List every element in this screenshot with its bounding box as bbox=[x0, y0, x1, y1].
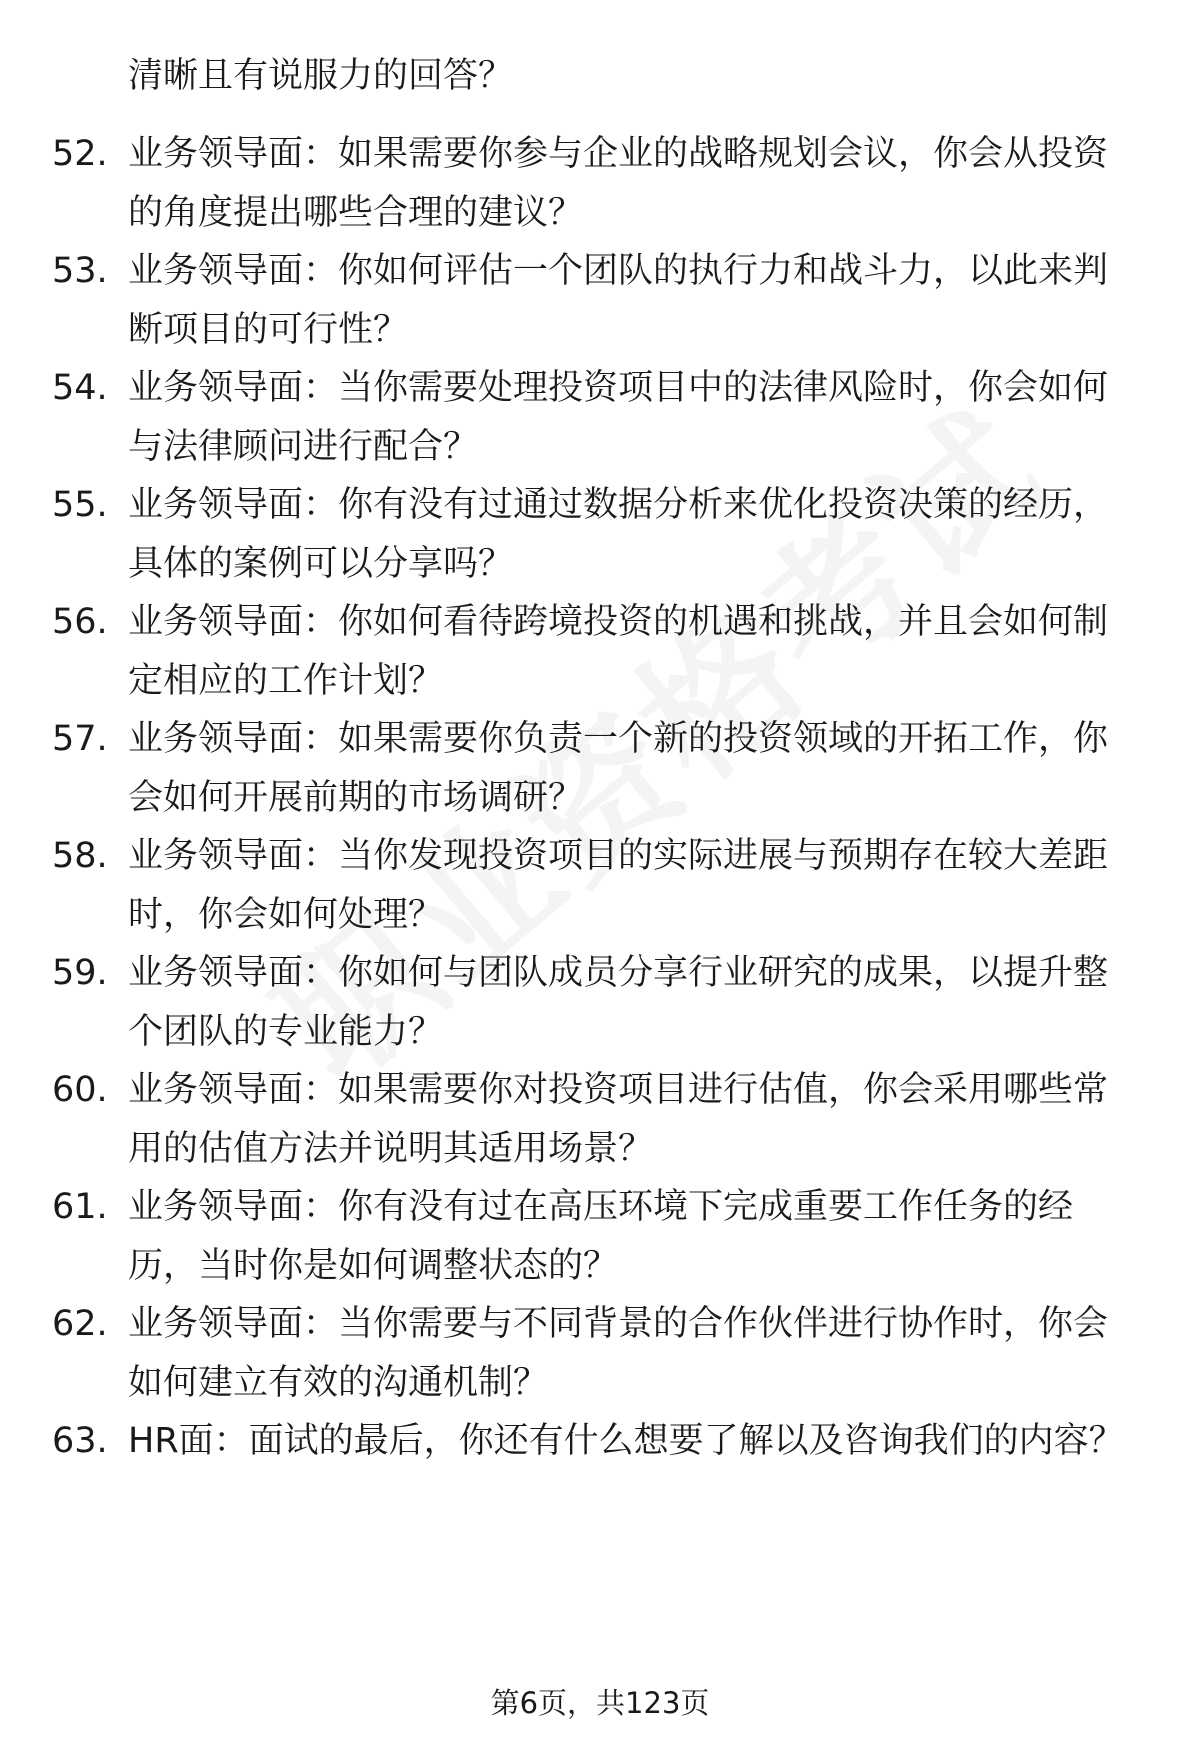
question-line: 与法律顾问进行配合？ bbox=[128, 427, 479, 467]
question-line: 业务领导面：当你发现投资项目的实际进展与预期存在较大差距 bbox=[128, 836, 1109, 876]
question-line: 断项目的可行性？ bbox=[128, 310, 409, 350]
question-text bbox=[128, 1061, 1138, 1179]
question-line: 业务领导面：你如何与团队成员分享行业研究的成果，以提升整 bbox=[128, 953, 1109, 993]
question-line: 历，当时你是如何调整状态的？ bbox=[128, 1246, 619, 1286]
question-line: 如何建立有效的沟通机制？ bbox=[128, 1363, 549, 1403]
question-text bbox=[128, 242, 1138, 360]
question-text bbox=[128, 710, 1138, 828]
question-line: 清晰且有说服力的回答？ bbox=[128, 56, 514, 96]
question-number: 57. bbox=[52, 719, 108, 759]
question-line: 用的估值方法并说明其适用场景？ bbox=[128, 1129, 654, 1169]
question-number: 53. bbox=[52, 251, 108, 291]
question-line: HR面：面试的最后，你还有什么想要了解以及咨询我们的内容？ bbox=[128, 1421, 1124, 1461]
question-text bbox=[128, 476, 1138, 594]
question-text bbox=[128, 47, 1138, 106]
question-number: 61. bbox=[52, 1187, 108, 1227]
question-line: 业务领导面：如果需要你对投资项目进行估值，你会采用哪些常 bbox=[128, 1070, 1109, 1110]
question-line: 会如何开展前期的市场调研？ bbox=[128, 778, 584, 818]
question-number: 59. bbox=[52, 953, 108, 993]
question-line: 时，你会如何处理？ bbox=[128, 895, 444, 935]
question-text bbox=[128, 125, 1138, 243]
question-number: 54. bbox=[52, 368, 108, 408]
question-text bbox=[128, 1295, 1138, 1413]
question-line: 业务领导面：你如何看待跨境投资的机遇和挑战，并且会如何制 bbox=[128, 602, 1109, 642]
question-number: 55. bbox=[52, 485, 108, 525]
question-text bbox=[128, 944, 1138, 1062]
question-text bbox=[128, 1178, 1138, 1296]
question-number: 63. bbox=[52, 1421, 108, 1461]
question-line: 业务领导面：当你需要处理投资项目中的法律风险时，你会如何 bbox=[128, 368, 1109, 408]
question-text bbox=[128, 593, 1138, 711]
question-number: 60. bbox=[52, 1070, 108, 1110]
question-line: 业务领导面：你有没有过通过数据分析来优化投资决策的经历， bbox=[128, 485, 1109, 525]
question-line: 业务领导面：你有没有过在高压环境下完成重要工作任务的经 bbox=[128, 1187, 1074, 1227]
question-line: 业务领导面：当你需要与不同背景的合作伙伴进行协作时，你会 bbox=[128, 1304, 1109, 1344]
question-number: 58. bbox=[52, 836, 108, 876]
question-line: 个团队的专业能力？ bbox=[128, 1012, 444, 1052]
question-number: 56. bbox=[52, 602, 108, 642]
question-text bbox=[128, 1412, 1138, 1471]
question-line: 的角度提出哪些合理的建议？ bbox=[128, 193, 584, 233]
question-line: 业务领导面：如果需要你参与企业的战略规划会议，你会从投资 bbox=[128, 134, 1109, 174]
question-text bbox=[128, 827, 1138, 945]
page-number-footer: 第6页，共123页 bbox=[490, 1686, 710, 1720]
question-number: 52. bbox=[52, 134, 108, 174]
question-line: 业务领导面：如果需要你负责一个新的投资领域的开拓工作，你 bbox=[128, 719, 1109, 759]
question-line: 定相应的工作计划？ bbox=[128, 661, 444, 701]
question-line: 具体的案例可以分享吗？ bbox=[128, 544, 514, 584]
question-text bbox=[128, 359, 1138, 477]
question-line: 业务领导面：你如何评估一个团队的执行力和战斗力，以此来判 bbox=[128, 251, 1109, 291]
question-number: 62. bbox=[52, 1304, 108, 1344]
